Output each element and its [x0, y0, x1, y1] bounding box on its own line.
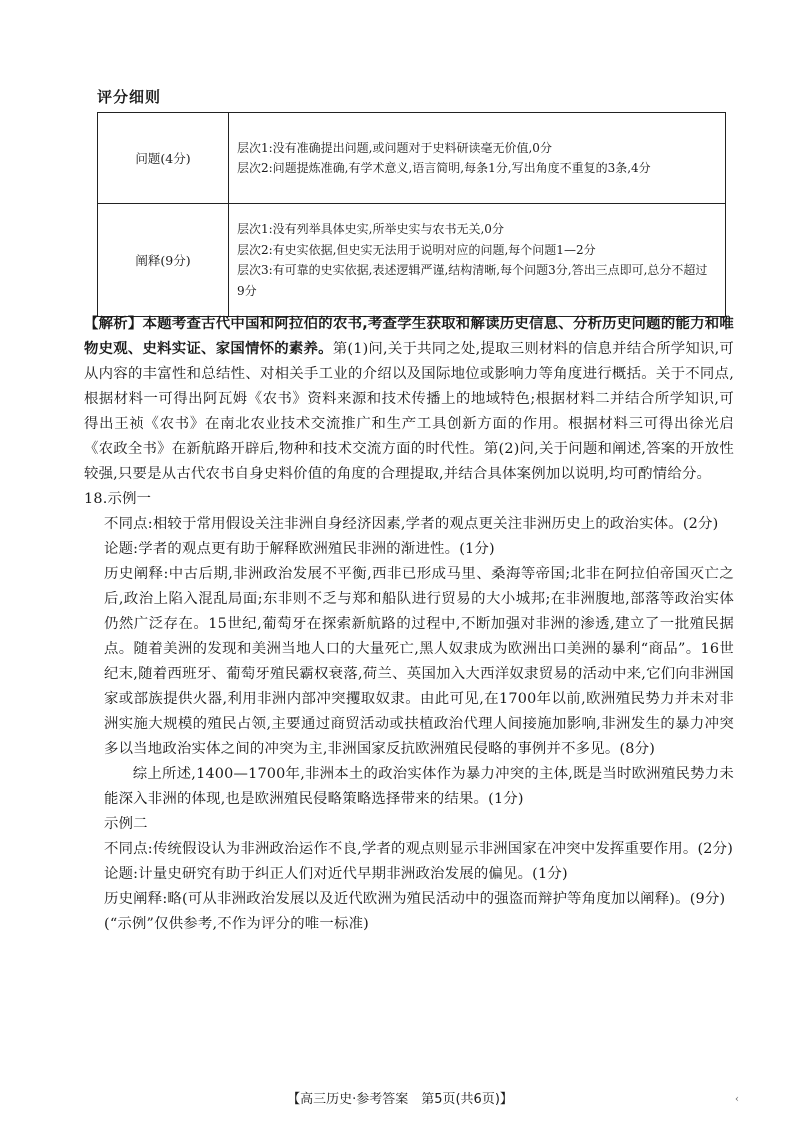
analysis-lead: 【解析】本题考查古代中国和阿拉伯的农书,考查学生获取和解读历史信息、分析历史问题的能力和唯物史观、史料实证、家国情怀的素养。	[84, 316, 734, 357]
rubric-level: 层次1:没有列举具体史实,所举史实与农书无关,0分	[237, 222, 504, 236]
example-2-historical-explanation: 历史阐释:略(可从非洲政治发展以及近代欧洲为殖民活动中的强盗而辩护等角度加以阐释)。(9分)	[104, 891, 726, 907]
rubric-level: 层次2:问题提炼准确,有学术意义,语言简明,每条1分,写出角度不重复的3条,4分	[237, 161, 651, 175]
example-1-historical-explanation: 历史阐释:中古后期,非洲政治发展不平衡,西非已形成马里、桑海等帝国;北非在阿拉伯帝国灭亡之后,政治上陷入混乱局面;东非则不乏与郑和船队进行贸易的大小城邦;在非洲腹地,部落等政治实体仍然广泛存在。15世纪,葡萄牙在探索新航路的过程中,不断加强对非洲的渗透,建立了一批殖民据点。随着美洲的发现和美洲当地人口的大量死亡,黑人奴隶成为欧洲出口美洲的暴利“商品”。16世纪末,随着西班牙、葡萄牙殖民霸权衰落,荷兰、英国加入大西洋奴隶贸易的活动中来,它们向非洲国家或部族提供火器,利用非洲内部冲突攫取奴隶。由此可见,在1700年以前,欧洲殖民势力并未对非洲实施大规模的殖民占领,主要通过商贸活动或扶植政治代理人间接施加影响,非洲发生的暴力冲突多以当地政治实体之间的冲突为主,非洲国家反抗欧洲殖民侵略的事例并不多见。(8分)	[104, 566, 734, 757]
example-2-difference: 不同点:传统假设认为非洲政治运作不良,学者的观点则显示非洲国家在冲突中发挥重要作用。(2分)	[104, 841, 734, 857]
rubric-level: 层次1:没有准确提出问题,或问题对于史料研读毫无价值,0分	[237, 140, 552, 155]
example-1-summary: 综上所述,1400—1700年,非洲本土的政治实体作为暴力冲突的主体,既是当时欧洲殖民势力未能深入非洲的体现,也是欧洲殖民侵略策略选择带来的结果。(1分)	[104, 766, 734, 807]
q18-header	[84, 487, 734, 512]
rubric-level: 层次3:有可靠的史实依据,表述逻辑严谨,结构清晰,每个问题3分,答出三点即可,总分不超过9分	[237, 263, 708, 298]
answer-body	[84, 312, 734, 937]
question-number: 18.	[84, 491, 108, 507]
reference-note: (“示例”仅供参考,不作为评分的唯一标准)	[104, 916, 369, 932]
example-2-thesis: 论题:计量史研究有助于纠正人们对近代早期非洲政治发展的偏见。(1分)	[104, 866, 568, 882]
example-1-thesis: 论题:学者的观点更有助于解释欧洲殖民非洲的渐进性。(1分)	[104, 541, 495, 557]
rubric-level: 层次2:有史实依据,但史实无法用于说明对应的问题,每个问题1—2分	[237, 242, 596, 257]
example-2-title: 示例二	[104, 816, 148, 832]
page-footer: 【高三历史·参考答案 第5页(共6页)】	[287, 1092, 513, 1107]
rubric-label-explanation: 阐释(9分)	[98, 204, 229, 317]
corner-mark: ‹	[735, 1094, 739, 1105]
rubric-levels-explanation	[229, 204, 726, 317]
rubric-label-question: 问题(4分)	[98, 113, 229, 204]
rubric-row-question	[98, 113, 726, 204]
analysis-text: 第(1)问,关于共同之处,提取三则材料的信息并结合所学知识,可从内容的丰富性和总结性、对相关手工业的介绍以及国际地位或影响力等角度进行概括。关于不同点,根据材料一可得出阿瓦姆《农书》资料来源和技术传播上的地域特色;根据材料二并结合所学知识,可得出王祯《农书》在南北农业技术交流推广和生产工具创新方面的作用。根据材料三可得出徐光启《农政全书》在新航路开辟后,物种和技术交流方面的时代性。第(2)问,关于问题和阐述,答案的开放性较强,只要是从古代农书自身史料价值的角度的合理提取,并结合具体案例加以说明,均可酌情给分。	[84, 341, 735, 482]
section-title: 评分细则	[97, 88, 162, 106]
analysis-paragraph	[84, 312, 734, 487]
example-1-title: 示例一	[107, 491, 152, 507]
rubric-row-explanation	[98, 204, 726, 317]
scoring-rubric-table	[97, 112, 726, 317]
example-1-difference: 不同点:相较于常用假设关注非洲自身经济因素,学者的观点更关注非洲历史上的政治实体。(2分)	[104, 516, 719, 532]
rubric-levels-question	[229, 113, 726, 204]
